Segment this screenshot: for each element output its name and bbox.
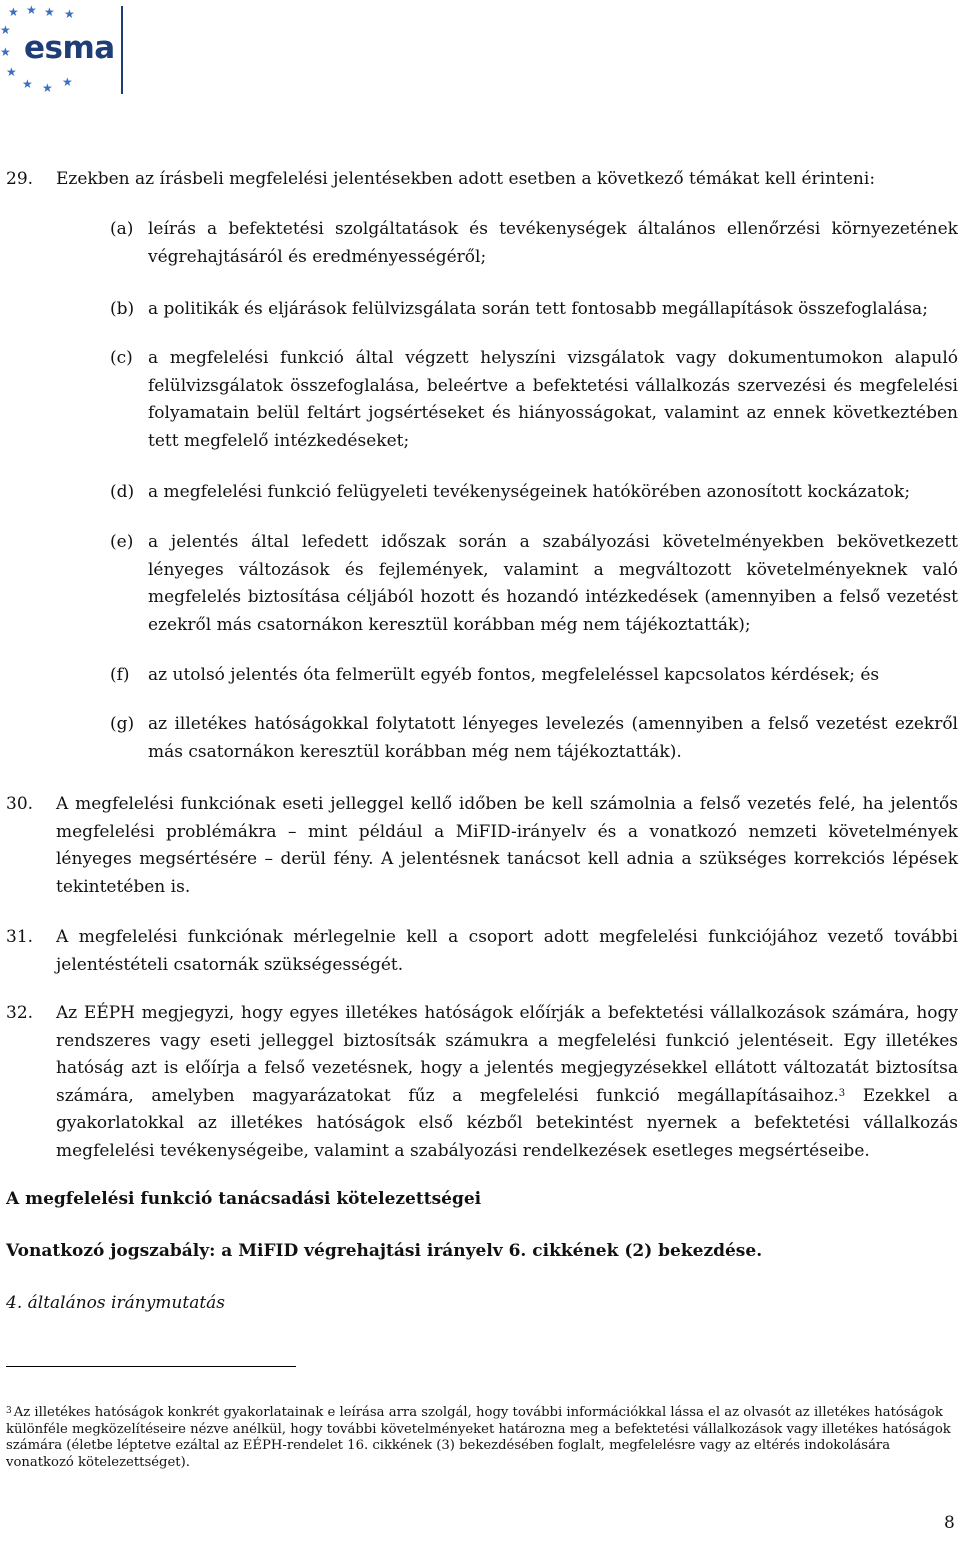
footnote-number: 3: [6, 1406, 12, 1416]
section-heading: A megfelelési funkció tanácsadási kötelezettségei: [6, 1189, 482, 1209]
logo-divider: [121, 6, 123, 94]
list-item-c: [110, 345, 958, 455]
page-number: 8: [944, 1513, 955, 1533]
paragraph-29: [6, 166, 958, 194]
list-item-label: (a): [110, 219, 134, 239]
list-item-text: a megfelelési funkció felügyeleti tevékenységeinek hatókörében azonosított kockázatok;: [148, 482, 911, 502]
svg-text:★: ★: [22, 77, 33, 91]
list-item-label: (g): [110, 714, 135, 734]
esma-logo: [0, 0, 130, 100]
paragraph-text: A megfelelési funkciónak mérlegelnie kell a csoport adott megfelelési funkciójához vezető további jelentéstételi csatornák szükségességét.: [56, 927, 958, 975]
svg-text:★: ★: [26, 3, 37, 17]
svg-text:★: ★: [42, 81, 53, 95]
list-item-e: [110, 529, 958, 639]
list-item-text: az utolsó jelentés óta felmerült egyéb fontos, megfeleléssel kapcsolatos kérdések; és: [148, 665, 880, 685]
svg-text:★: ★: [44, 5, 55, 19]
paragraph-text-end: Ezekkel a gyakorlatokkal az illetékes hatóságok első kézből betekintést nyernek a befektetési vállalkozás megfelelési tevékenységeibe, valamint a szabályozási rendelkezések esetleges megsértéseibe.: [56, 1085, 958, 1161]
legal-basis: Vonatkozó jogszabály: a MiFID végrehajtási irányelv 6. cikkének (2) bekezdése.: [6, 1241, 763, 1261]
paragraph-32: [6, 1000, 958, 1165]
paragraph-30: [6, 791, 958, 901]
footnote-text: Az illetékes hatóságok konkrét gyakorlatainak e leírása arra szolgál, hogy további információkkal lássa el az olvasót az illetékes hatóságok különféle megközelítéseire nézve anélkül, hogy további követelményeket határozna meg a befektetési vállalkozások vagy illetékes hatóságok számára (életbe léptetve ezáltal az EÉPH-rendelet 16. cikkének (3) bekezdésében foglalt, megfelelésre vagy az eltérés indokolására vonatkozó kötelezettséget).: [6, 1405, 951, 1470]
paragraph-text: Ezekben az írásbeli megfelelési jelentésekben adott esetben a következő témákat kell érinteni:: [56, 169, 876, 189]
paragraph-number: 31.: [6, 927, 34, 947]
list-item-g: [110, 711, 958, 766]
list-item-label: (c): [110, 348, 133, 368]
paragraph-text: A megfelelési funkciónak eseti jelleggel kellő időben be kell számolnia a felső vezetés felé, ha jelentős megfelelési problémákra – mint például a MiFID-irányelv és a vonatkozó nemzeti követelmények lényeges megsértésére – derül fény. A jelentésnek tanácsot kell adnia a szükséges korrekciós lépések tekintetében is.: [56, 794, 958, 897]
paragraph-31: [6, 924, 958, 979]
list-item-text: leírás a befektetési szolgáltatások és tevékenységek általános ellenőrzési környezetének végrehajtásáról és eredményességéről;: [148, 219, 958, 267]
list-item-text: a megfelelési funkció által végzett helyszíni vizsgálatok vagy dokumentumokon alapuló felülvizsgálatok összefoglalása, beleértve a befektetési vállalkozás szervezési és megfelelési folyamatain belül feltárt jogsértéseket és hiányosságokat, valamint az ennek következtében tett megfelelő intézkedéseket;: [148, 348, 958, 451]
guideline-title: 4. általános iránymutatás: [6, 1293, 226, 1313]
list-item-d: [110, 479, 958, 507]
svg-text:★: ★: [64, 7, 75, 21]
footnote: [6, 1403, 956, 1471]
footnote-separator: [6, 1366, 296, 1367]
paragraph-number: 29.: [6, 169, 34, 189]
list-item-label: (e): [110, 532, 134, 552]
svg-text:★: ★: [0, 23, 11, 37]
svg-text:★: ★: [8, 5, 19, 19]
list-item-text: az illetékes hatóságokkal folytatott lényeges levelezés (amennyiben a felső vezetést ezekről más csatornákon keresztül korábban még nem tájékoztatták).: [148, 714, 958, 762]
list-item-label: (d): [110, 482, 135, 502]
svg-text:★: ★: [62, 75, 73, 89]
paragraph-text: [56, 1000, 958, 1165]
list-item-f: [110, 662, 958, 690]
list-item-text: a jelentés által lefedett időszak során a szabályozási követelményekben bekövetkezett lényeges változások és fejlemények, valamint a megváltozott követelményeknek való megfelelés biztosítása céljából hozott és hozandó intézkedések (amennyiben a felső vezetést ezekről más csatornákon keresztül korábban még nem tájékoztatták);: [148, 532, 958, 635]
paragraph-number: 32.: [6, 1003, 34, 1023]
list-item-b: [110, 296, 958, 324]
list-item-label: (f): [110, 665, 130, 685]
list-item-a: [110, 216, 958, 271]
paragraph-text-start: Az EÉPH megjegyzi, hogy egyes illetékes hatóságok előírják a befektetési vállalkozások számára, hogy rendszeres vagy eseti jelleggel biztosítsák számukra a megfelelési funkció jelentéseit. Egy illetékes hatóság azt is előírja a felső vezetésnek, hogy a jelentés megjegyzésekkel ellátott változatát biztosítsa számára, amelyben magyarázatokat fűz a megfelelési funkció megállapításaihoz.: [56, 1003, 958, 1106]
paragraph-number: 30.: [6, 794, 34, 814]
svg-text:★: ★: [6, 65, 17, 79]
svg-text:★: ★: [0, 45, 11, 59]
footnote-reference: 3: [838, 1087, 846, 1099]
logo-wordmark: esma: [24, 30, 115, 66]
list-item-text: a politikák és eljárások felülvizsgálata során tett fontosabb megállapítások összefoglalása;: [148, 299, 928, 319]
list-item-label: (b): [110, 299, 135, 319]
